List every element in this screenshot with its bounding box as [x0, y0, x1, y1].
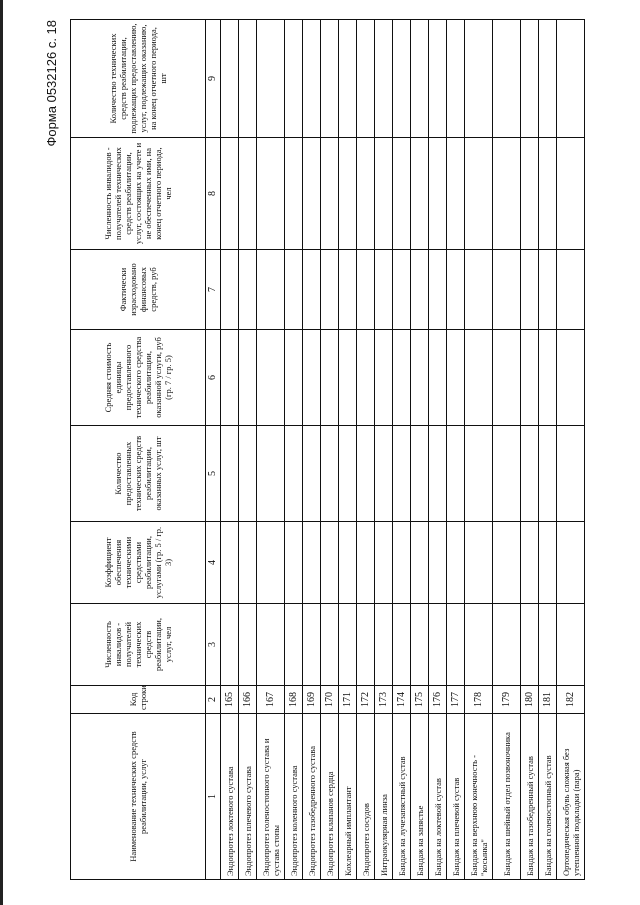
column-header: Фактически израсходовано финансовых средств, руб	[71, 250, 206, 330]
empty-cell	[557, 250, 585, 330]
column-header: Численность инвалидов - получателей технических средств реабилитации, услуг, чел	[71, 604, 206, 686]
empty-cell	[339, 330, 357, 426]
empty-cell	[321, 330, 339, 426]
empty-cell	[557, 330, 585, 426]
column-number: 7	[206, 250, 221, 330]
empty-cell	[375, 250, 393, 330]
empty-cell	[493, 330, 521, 426]
empty-cell	[239, 522, 257, 604]
empty-cell	[539, 138, 557, 250]
row-name: Ортопедическая обувь сложная без утепленной подкладки (пара)	[557, 714, 585, 880]
empty-cell	[339, 20, 357, 138]
column-header: Код строки	[71, 686, 206, 714]
empty-cell	[411, 522, 429, 604]
row-code: 172	[357, 686, 375, 714]
empty-cell	[447, 604, 465, 686]
empty-cell	[257, 426, 285, 522]
empty-cell	[521, 250, 539, 330]
empty-cell	[465, 522, 493, 604]
row-code: 178	[465, 686, 493, 714]
empty-cell	[539, 20, 557, 138]
empty-cell	[447, 522, 465, 604]
column-number: 4	[206, 522, 221, 604]
empty-cell	[375, 604, 393, 686]
column-number: 3	[206, 604, 221, 686]
empty-cell	[239, 250, 257, 330]
row-name: Бандаж на голеностопный сустав	[539, 714, 557, 880]
empty-cell	[429, 330, 447, 426]
row-code: 165	[221, 686, 239, 714]
empty-cell	[357, 330, 375, 426]
row-code: 180	[521, 686, 539, 714]
empty-cell	[465, 330, 493, 426]
empty-cell	[493, 20, 521, 138]
row-code: 169	[303, 686, 321, 714]
table-row	[557, 20, 585, 880]
empty-cell	[539, 330, 557, 426]
table-row	[375, 20, 393, 880]
empty-cell	[411, 604, 429, 686]
empty-cell	[447, 330, 465, 426]
empty-cell	[393, 330, 411, 426]
empty-cell	[429, 522, 447, 604]
scan-edge	[0, 0, 3, 905]
row-code: 177	[447, 686, 465, 714]
empty-cell	[557, 20, 585, 138]
empty-cell	[257, 604, 285, 686]
column-header: Количество предоставленных технических средств реабилитации, оказанных услуг, шт	[71, 426, 206, 522]
table-row	[239, 20, 257, 880]
empty-cell	[375, 426, 393, 522]
row-code: 168	[285, 686, 303, 714]
empty-cell	[357, 604, 375, 686]
empty-cell	[493, 250, 521, 330]
empty-cell	[375, 20, 393, 138]
table-row	[521, 20, 539, 880]
empty-cell	[303, 330, 321, 426]
empty-cell	[321, 426, 339, 522]
row-name: Бандаж на локтевой сустав	[429, 714, 447, 880]
empty-cell	[257, 330, 285, 426]
empty-cell	[221, 522, 239, 604]
empty-cell	[339, 604, 357, 686]
empty-cell	[257, 250, 285, 330]
table-row	[321, 20, 339, 880]
row-name: Бандаж на запястье	[411, 714, 429, 880]
empty-cell	[411, 426, 429, 522]
empty-cell	[285, 138, 303, 250]
empty-cell	[257, 522, 285, 604]
empty-cell	[303, 250, 321, 330]
empty-cell	[239, 330, 257, 426]
row-code: 170	[321, 686, 339, 714]
empty-cell	[465, 20, 493, 138]
empty-cell	[321, 604, 339, 686]
empty-cell	[303, 20, 321, 138]
row-name: Бандаж на тазобедренный сустав	[521, 714, 539, 880]
row-name: Эндопротез сосудов	[357, 714, 375, 880]
row-name: Эндопротез тазобедренного сустава	[303, 714, 321, 880]
empty-cell	[303, 138, 321, 250]
empty-cell	[539, 426, 557, 522]
table-row	[357, 20, 375, 880]
empty-cell	[357, 426, 375, 522]
empty-cell	[447, 426, 465, 522]
empty-cell	[393, 522, 411, 604]
empty-cell	[493, 426, 521, 522]
row-code: 181	[539, 686, 557, 714]
column-header: Количество технических средств реабилитации, подлежащих предоставлению, услуг, подлежащих оказанию, на конец отчетного периода, шт	[71, 20, 206, 138]
empty-cell	[393, 604, 411, 686]
table-row	[411, 20, 429, 880]
table-row	[393, 20, 411, 880]
empty-cell	[221, 20, 239, 138]
empty-cell	[557, 522, 585, 604]
empty-cell	[357, 250, 375, 330]
row-code: 176	[429, 686, 447, 714]
empty-cell	[521, 604, 539, 686]
empty-cell	[239, 604, 257, 686]
row-code: 174	[393, 686, 411, 714]
form-label: Форма 0532126 с. 18	[44, 20, 59, 147]
row-name: Бандаж на шейный отдел позвоночника	[493, 714, 521, 880]
empty-cell	[303, 522, 321, 604]
empty-cell	[393, 426, 411, 522]
column-header: Численность инвалидов - получателей технических средств реабилитации, услуг, состоящих на учете и не обеспеченных ими, на конец отчетного периода, чел	[71, 138, 206, 250]
column-number: 1	[206, 714, 221, 880]
empty-cell	[303, 604, 321, 686]
empty-cell	[221, 330, 239, 426]
empty-cell	[521, 20, 539, 138]
empty-cell	[321, 250, 339, 330]
table-row	[257, 20, 285, 880]
empty-cell	[429, 250, 447, 330]
empty-cell	[447, 138, 465, 250]
row-code: 182	[557, 686, 585, 714]
table-row	[429, 20, 447, 880]
empty-cell	[339, 522, 357, 604]
empty-cell	[539, 522, 557, 604]
empty-cell	[321, 138, 339, 250]
empty-cell	[411, 138, 429, 250]
empty-cell	[521, 522, 539, 604]
empty-cell	[465, 138, 493, 250]
table-row	[493, 20, 521, 880]
empty-cell	[339, 250, 357, 330]
column-number: 5	[206, 426, 221, 522]
table-row	[303, 20, 321, 880]
row-name: Бандаж на плечевой сустав	[447, 714, 465, 880]
empty-cell	[521, 138, 539, 250]
row-name: Кохлеарный имплантант	[339, 714, 357, 880]
empty-cell	[493, 604, 521, 686]
row-code: 175	[411, 686, 429, 714]
empty-cell	[221, 604, 239, 686]
table-row	[465, 20, 493, 880]
table-row	[447, 20, 465, 880]
empty-cell	[539, 604, 557, 686]
row-name: Эндопротез коленного сустава	[285, 714, 303, 880]
row-name: Бандаж на верхнюю конечность - "косынка"	[465, 714, 493, 880]
empty-cell	[239, 426, 257, 522]
row-name: Интраокулярная линза	[375, 714, 393, 880]
empty-cell	[447, 250, 465, 330]
empty-cell	[221, 250, 239, 330]
empty-cell	[339, 138, 357, 250]
empty-cell	[285, 522, 303, 604]
empty-cell	[375, 330, 393, 426]
empty-cell	[339, 426, 357, 522]
row-name: Эндопротез плечевого сустава	[239, 714, 257, 880]
table-row	[285, 20, 303, 880]
empty-cell	[375, 522, 393, 604]
empty-cell	[239, 20, 257, 138]
rotated-form-page	[40, 20, 620, 880]
column-number-row	[206, 20, 221, 880]
empty-cell	[429, 604, 447, 686]
row-name: Эндопротез клапанов сердца	[321, 714, 339, 880]
empty-cell	[221, 426, 239, 522]
row-code: 167	[257, 686, 285, 714]
column-number: 6	[206, 330, 221, 426]
empty-cell	[493, 138, 521, 250]
row-name: Бандаж на лучезапястный сустав	[393, 714, 411, 880]
empty-cell	[465, 426, 493, 522]
empty-cell	[357, 522, 375, 604]
header-row	[71, 20, 206, 880]
empty-cell	[321, 522, 339, 604]
empty-cell	[429, 20, 447, 138]
statistics-table	[70, 19, 585, 880]
empty-cell	[393, 138, 411, 250]
empty-cell	[411, 20, 429, 138]
row-name: Эндопротез локтевого сустава	[221, 714, 239, 880]
column-header: Наименование технических средств реабилитации, услуг	[71, 714, 206, 880]
empty-cell	[393, 250, 411, 330]
column-header: Коэффициент обеспечения техническими средствами реабилитации, услугами (гр. 5 / гр. 3)	[71, 522, 206, 604]
empty-cell	[411, 250, 429, 330]
empty-cell	[447, 20, 465, 138]
empty-cell	[557, 604, 585, 686]
empty-cell	[465, 250, 493, 330]
empty-cell	[557, 426, 585, 522]
row-code: 179	[493, 686, 521, 714]
empty-cell	[257, 138, 285, 250]
column-number: 8	[206, 138, 221, 250]
empty-cell	[285, 330, 303, 426]
table-row	[539, 20, 557, 880]
column-number: 9	[206, 20, 221, 138]
empty-cell	[285, 20, 303, 138]
empty-cell	[521, 330, 539, 426]
empty-cell	[375, 138, 393, 250]
empty-cell	[285, 604, 303, 686]
empty-cell	[285, 426, 303, 522]
row-code: 171	[339, 686, 357, 714]
empty-cell	[521, 426, 539, 522]
empty-cell	[357, 20, 375, 138]
empty-cell	[393, 20, 411, 138]
empty-cell	[539, 250, 557, 330]
empty-cell	[493, 522, 521, 604]
empty-cell	[285, 250, 303, 330]
empty-cell	[321, 20, 339, 138]
row-name: Эндопротез голеностопного сустава и сустава стопы	[257, 714, 285, 880]
empty-cell	[357, 138, 375, 250]
empty-cell	[411, 330, 429, 426]
empty-cell	[303, 426, 321, 522]
empty-cell	[465, 604, 493, 686]
column-number: 2	[206, 686, 221, 714]
empty-cell	[429, 138, 447, 250]
empty-cell	[257, 20, 285, 138]
empty-cell	[557, 138, 585, 250]
column-header: Средняя стоимость единицы предоставленного технического средства реабилитации, оказанной услуги, руб (гр. 7 / гр. 5)	[71, 330, 206, 426]
row-code: 173	[375, 686, 393, 714]
table-row	[339, 20, 357, 880]
table-row	[221, 20, 239, 880]
table-body	[221, 20, 585, 880]
empty-cell	[239, 138, 257, 250]
row-code: 166	[239, 686, 257, 714]
empty-cell	[429, 426, 447, 522]
empty-cell	[221, 138, 239, 250]
